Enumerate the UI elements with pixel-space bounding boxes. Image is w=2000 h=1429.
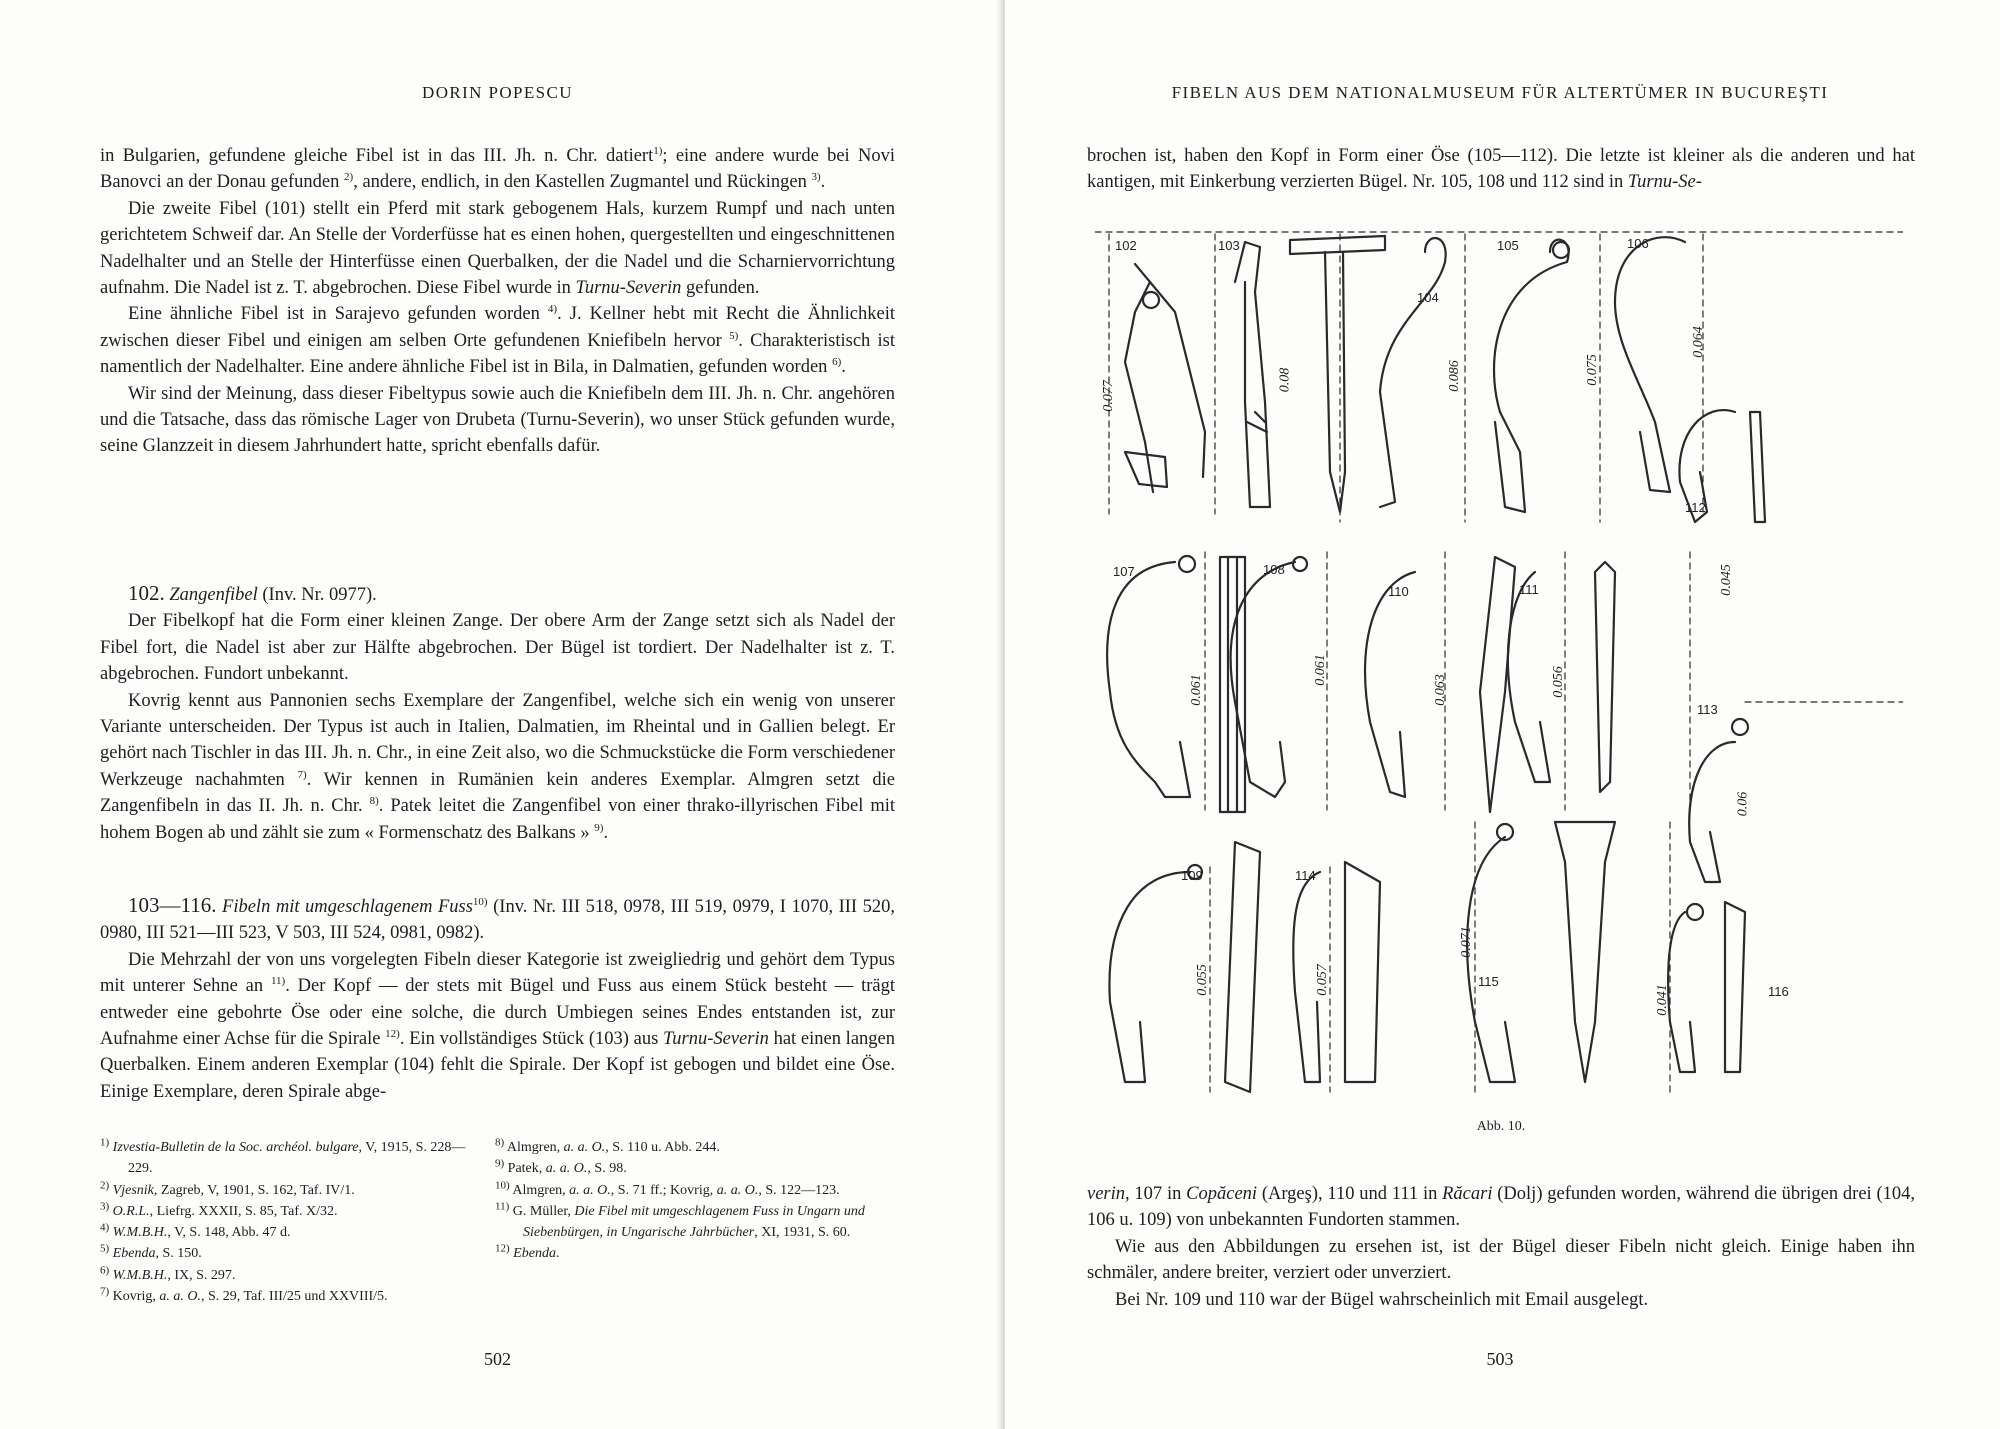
footnote: $^{7)}$ Kovrig, a. a. O., S. 29, Taf. III/25 und XXVIII/5.: [100, 1285, 388, 1305]
paragraph: Wie aus den Abbildungen zu ersehen ist, ist der Bügel dieser Fibeln nicht gleich. Einige haben ihn schmäler, andere breiter, verziert oder unverziert.: [1087, 1236, 1915, 1284]
fig-label-107: 107: [1113, 564, 1135, 579]
footnote: $^{10)}$ Almgren, a. a. O., S. 71 ff.; Kovrig, a. a. O., S. 122—123.: [495, 1178, 840, 1198]
fig-label-109: 109: [1181, 868, 1203, 883]
paragraph: in Bulgarien, gefundene gleiche Fibel ist in das III. Jh. n. Chr. datiert$^{1)}$; eine andere wurde bei Novi Banovci an der Donau gefunden $^{2)}$, andere, endlich, in den Kastellen Zugmantel und Rückingen $^{3)}$.: [100, 144, 895, 193]
fig-label-114: 114: [1295, 868, 1316, 883]
figure-abb-10: [1095, 222, 1903, 1102]
page-number-right: 503: [1486, 1349, 1514, 1369]
body-text-left: [100, 143, 895, 460]
fig-dimension: 0.057: [1314, 964, 1330, 996]
fig-dimension: 0.061: [1188, 674, 1204, 706]
fig-label-103: 103: [1218, 238, 1240, 253]
fig-label-106: 106: [1627, 236, 1649, 251]
section-102: [100, 580, 895, 846]
section-heading: 103—116. Fibeln mit umgeschlagenem Fuss$^{10)}$ (Inv. Nr. III 518, 0978, III 519, 0979, I 1070, III 520, 0980, III 521—III 523, V 503, III 524, 0981, 0982).: [100, 893, 895, 944]
fig-dimension: 0.075: [1584, 354, 1600, 386]
footnote: $^{11)}$ G. Müller, Die Fibel mit umgeschlagenem Fuss in Ungarn und Siebenbürgen, in Ungarische Jahrbücher, XI, 1931, S. 60.: [495, 1200, 865, 1241]
fig-dimension: 0.061: [1312, 654, 1328, 686]
fig-dimension: 0.056: [1550, 666, 1566, 698]
footnote: $^{9)}$ Patek, a. a. O., S. 98.: [495, 1157, 627, 1177]
paragraph: brochen ist, haben den Kopf in Form einer Öse (105—112). Die letzte ist kleiner als die anderen und hat kantigen, mit Einkerbung verzierten Bügel. Nr. 105, 108 und 112 sind in Turnu-Se-: [1087, 146, 1915, 193]
fig-dimension: 0.063: [1432, 674, 1448, 706]
fig-dimension: 0.055: [1194, 964, 1210, 996]
fibulae-drawing: [1095, 222, 1903, 1102]
fig-label-116: 116: [1768, 984, 1789, 999]
fig-dimension: 0.077: [1100, 380, 1116, 412]
footnote: $^{8)}$ Almgren, a. a. O., S. 110 u. Abb. 244.: [495, 1136, 720, 1155]
paragraph: verin, 107 in Copăceni (Argeş), 110 und 111 in Răcari (Dolj) gefunden worden, während die übrigen drei (104, 106 u. 109) von unbekannten Fundorten stammen.: [1087, 1184, 1916, 1231]
page-number-left: 502: [484, 1349, 511, 1369]
footnote: $^{4)}$ W.M.B.H., V, S. 148, Abb. 47 d.: [100, 1221, 291, 1241]
footnote: $^{12)}$ Ebenda.: [495, 1242, 560, 1262]
fig-label-113: 113: [1697, 702, 1718, 717]
fig-dimension: 0.06: [1735, 791, 1751, 817]
footnotes-col-2: [495, 1137, 895, 1265]
running-head-right: FIBELN AUS DEM NATIONALMUSEUM FÜR ALTERTÜMER IN BUCUREŞTI: [1171, 83, 1829, 102]
fig-dimension: 0.086: [1446, 360, 1462, 392]
paragraph: Die zweite Fibel (101) stellt ein Pferd mit stark gebogenem Hals, kurzem Rumpf und nach unten gerichtetem Schweif dar. An Stelle der Vorderfüsse hat es einen hohen, quergestellten und eingeschnittenen Nadelhalter und an Stelle der Hinterfüsse einen Querbalken, der die Nadel und die Scharniervorrichtung aufnahm. Die Nadel ist z. T. abgebrochen. Diese Fibel wurde in Turnu-Severin gefunden.: [100, 198, 895, 299]
fig-label-115: 115: [1478, 974, 1499, 989]
section-heading: 102. Zangenfibel (Inv. Nr. 0977).: [128, 581, 377, 605]
footnote: $^{3)}$ O.R.L., Liefrg. XXXII, S. 85, Taf. X/32.: [100, 1200, 338, 1219]
footnote: $^{2)}$ Vjesnik, Zagreb, V, 1901, S. 162, Taf. IV/1.: [100, 1178, 355, 1198]
fig-label-108: 108: [1263, 562, 1285, 577]
fig-dimension: 0.08: [1277, 367, 1293, 393]
paragraph: Kovrig kennt aus Pannonien sechs Exemplare der Zangenfibel, welche sich ein wenig von unserer Variante unterscheiden. Der Typus ist auch in Italien, Dalmatien, im Rheintal und in Gallien belegt. Er gehört nach Tischler in das III. Jh. n. Chr., in eine Zeit also, wo die Schmuckstücke die Form verschiedener Werkzeuge nachahmten $^{7)}$. Wir kennen in Rumänien kein anderes Exemplar. Almgren setzt die Zangenfibeln in das II. Jh. n. Chr. $^{8)}$. Patek leitet die Zangenfibel von einer thrako-illyrischen Fibel mit hohem Bogen ab und zählt sie zum « Formenschatz des Balkans » $^{9)}$.: [100, 690, 895, 843]
paragraph: Die Mehrzahl der von uns vorgelegten Fibeln dieser Kategorie ist zweigliedrig und gehört dem Typus mit unterer Sehne an $^{11)}$. Der Kopf — der stets mit Bügel und Fuss aus einem Stück besteht — trägt entweder eine gebohrte Öse oder eine solche, die durch Umbiegen seines Endes entstanden ist, zur Aufnahme einer Achse für die Spirale $^{12)}$. Ein vollständiges Stück (103) aus Turnu-Severin hat einen langen Querbalken. Einem anderen Exemplar (104) fehlt die Spirale. Der Kopf ist gebogen und bildet eine Öse. Einige Exemplare, deren Spirale abge-: [100, 949, 895, 1102]
fig-label-102: 102: [1115, 238, 1137, 253]
body-text-right-bottom: [1087, 1181, 1915, 1313]
fig-label-111: 111: [1519, 582, 1539, 597]
section-103-116: [100, 892, 895, 1105]
footnote: $^{5)}$ Ebenda, S. 150.: [100, 1242, 202, 1262]
body-text-right-top: [1087, 143, 1915, 196]
figure-caption: Abb. 10.: [1476, 1119, 1526, 1134]
paragraph: Der Fibelkopf hat die Form einer kleinen Zange. Der obere Arm der Zange setzt sich als Nadel der Fibel fort, die Nadel ist aber zur Hälfte abgebrochen. Der Bügel ist tordiert. Der Nadelhalter ist z. T. abgebrochen. Fundort unbekannt.: [100, 611, 895, 685]
running-head-left: DORIN POPESCU: [422, 83, 573, 102]
footnote: $^{1)}$ Izvestia-Bulletin de la Soc. archéol. bulgare, V, 1915, S. 228—229.: [100, 1136, 466, 1177]
fig-dimension: 0.071: [1458, 926, 1474, 958]
fig-label-110: 110: [1388, 584, 1409, 599]
fig-dimension: 0.045: [1718, 564, 1734, 596]
paragraph: Bei Nr. 109 und 110 war der Bügel wahrscheinlich mit Email ausgelegt.: [1115, 1289, 1649, 1310]
paragraph: Eine ähnliche Fibel ist in Sarajevo gefunden worden $^{4)}$. J. Kellner hebt mit Recht die Ähnlichkeit zwischen dieser Fibel und einigen am selben Orte gefundenen Kniefibeln hervor $^{5)}$. Charakteristisch ist namentlich der Nadelhalter. Eine andere ähnliche Fibel ist in Bila, in Dalmatien, gefunden worden $^{6)}$.: [100, 303, 895, 378]
fig-label-105: 105: [1497, 238, 1519, 253]
footnote: $^{6)}$ W.M.B.H., IX, S. 297.: [100, 1264, 236, 1283]
fig-dimension: 0.041: [1654, 984, 1670, 1016]
page-503: [1005, 0, 2000, 1429]
fig-label-104: 104: [1417, 290, 1439, 305]
footnotes-col-1: [100, 1137, 485, 1307]
fig-dimension: 0.064: [1690, 326, 1706, 358]
fig-label-112: 112: [1685, 500, 1706, 515]
paragraph: Wir sind der Meinung, dass dieser Fibeltypus sowie auch die Kniefibeln dem III. Jh. n. Chr. angehören und die Tatsache, dass das römische Lager von Drubeta (Turnu-Severin), wo unser Stück gefunden wurde, seine Glanzzeit in diesem Jahrhundert hatte, spricht ebenfalls dafür.: [100, 383, 895, 457]
